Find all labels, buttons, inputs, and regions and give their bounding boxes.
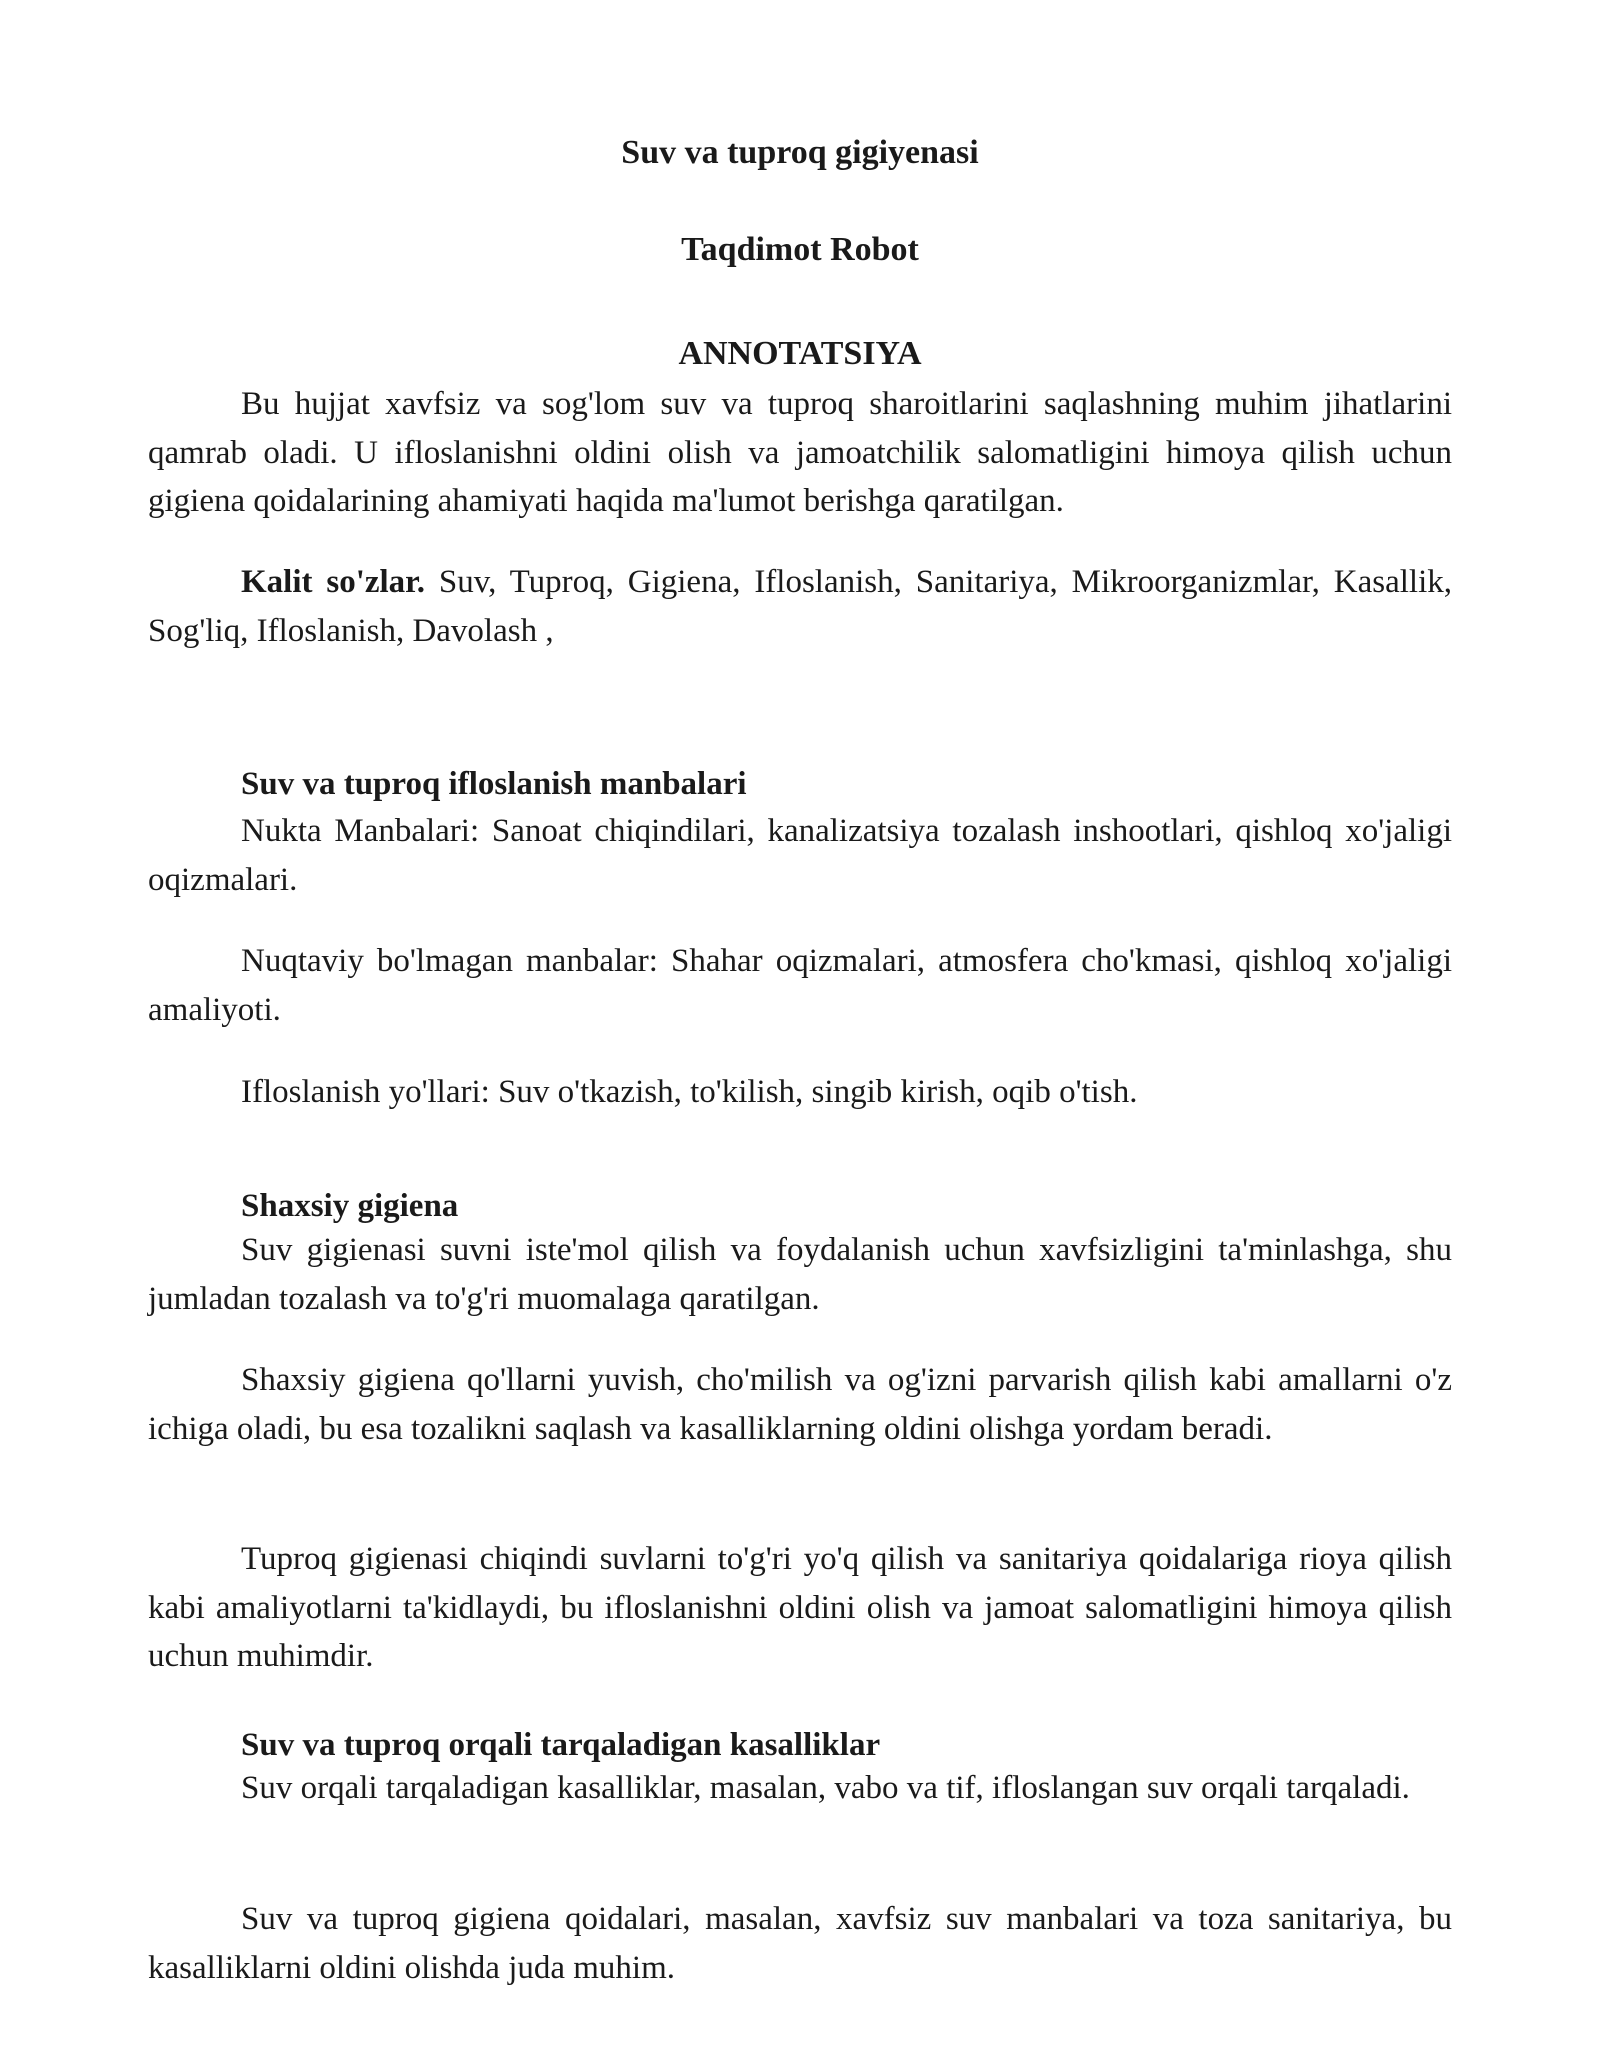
- document-author: Taqdimot Robot: [681, 231, 919, 268]
- paragraph-personal-hygiene: Shaxsiy gigiena qo'llarni yuvish, cho'milish va og'izni parvarish qilish kabi amallarni o'z ichiga oladi, bu esa tozalikni saqlash va kasalliklarning oldini olishga yordam beradi.: [148, 1362, 1452, 1447]
- paragraph-nonpoint-sources: Nuqtaviy bo'lmagan manbalar: Shahar oqizmalari, atmosfera cho'kmasi, qishloq xo'jaligi amaliyoti.: [148, 943, 1452, 1028]
- annotation-paragraph: Bu hujjat xavfsiz va sog'lom suv va tuproq sharoitlarini saqlashning muhim jihatlarini qamrab oladi. U ifloslanishni oldini olish va jamoatchilik salomatligini himoya qilish uchun gigiena qoidalarining ahamiyati haqida ma'lumot berishga qaratilgan.: [148, 386, 1452, 519]
- keywords-paragraph: [148, 558, 1452, 655]
- paragraph-hygiene-rules: Suv va tuproq gigiena qoidalari, masalan, xavfsiz suv manbalari va toza sanitariya, bu kasalliklarni oldini olishda juda muhim.: [148, 1901, 1452, 1986]
- keywords-list: Suv, Tuproq, Gigiena, Ifloslanish, Sanitariya, Mikroorganizmlar, Kasallik, Sog'liq, Ifloslanish, Davolash ,: [148, 564, 1452, 649]
- section-heading-diseases: Suv va tuproq orqali tarqaladigan kasalliklar: [241, 1727, 881, 1763]
- keywords-label: Kalit so'zlar.: [241, 564, 426, 600]
- paragraph-pollution-pathways: Ifloslanish yo'llari: Suv o'tkazish, to'kilish, singib kirish, oqib o'tish.: [241, 1074, 1138, 1110]
- paragraph-soil-hygiene: Tuproq gigienasi chiqindi suvlarni to'g'ri yo'q qilish va sanitariya qoidalariga rioya qilish kabi amaliyotlarni ta'kidlaydi, bu ifloslanishni oldini olish va jamoat salomatligini himoya qilish uchun muhimdir.: [148, 1541, 1452, 1674]
- section-heading-pollution-sources: Suv va tuproq ifloslanish manbalari: [241, 766, 747, 802]
- annotation-heading: ANNOTATSIYA: [678, 335, 922, 372]
- paragraph-point-sources: Nukta Manbalari: Sanoat chiqindilari, kanalizatsiya tozalash inshootlari, qishloq xo'jaligi oqizmalari.: [148, 813, 1452, 898]
- paragraph-water-hygiene: Suv gigienasi suvni iste'mol qilish va foydalanish uchun xavfsizligini ta'minlashga, shu jumladan tozalash va to'g'ri muomalaga qaratilgan.: [148, 1232, 1452, 1317]
- paragraph-waterborne-diseases: Suv orqali tarqaladigan kasalliklar, masalan, vabo va tif, ifloslangan suv orqali tarqaladi.: [241, 1770, 1410, 1806]
- document-title: Suv va tuproq gigiyenasi: [621, 134, 979, 171]
- section-heading-personal-hygiene: Shaxsiy gigiena: [241, 1188, 459, 1224]
